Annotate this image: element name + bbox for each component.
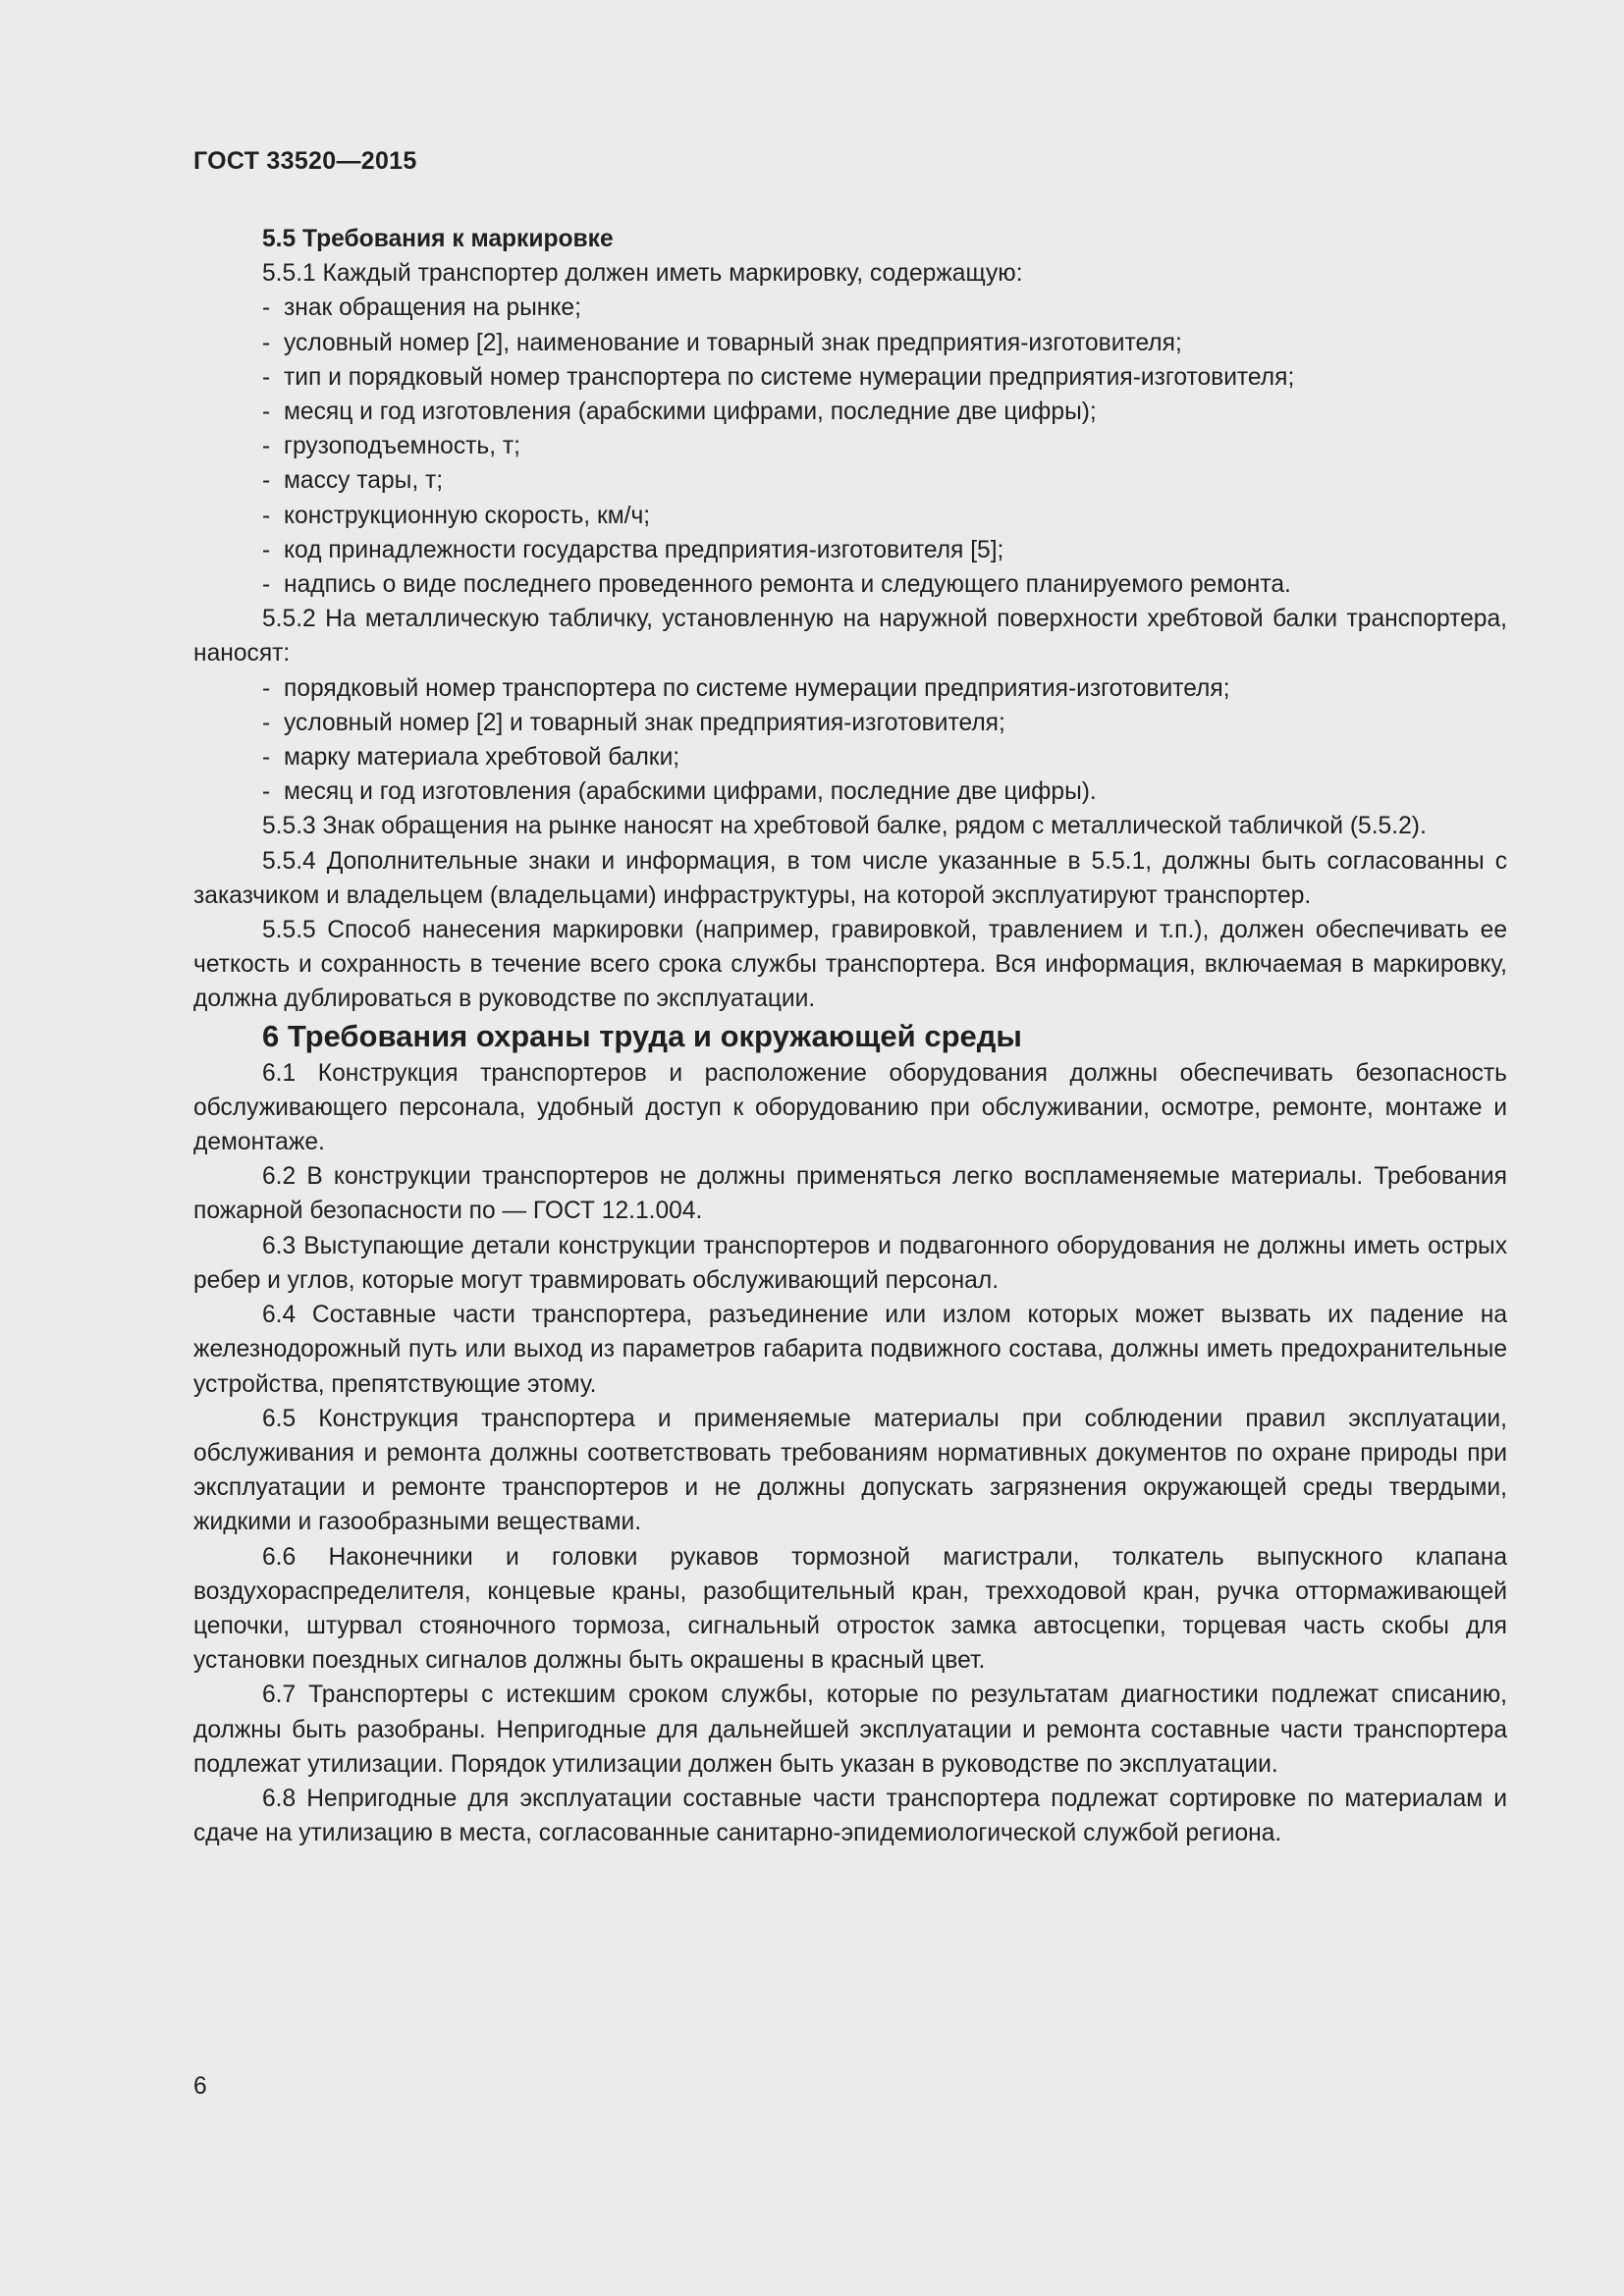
list-item: - массу тары, т; <box>262 467 444 495</box>
document-body <box>193 222 1507 1850</box>
marking-list-2 <box>193 671 1507 810</box>
paragraph-6-6: 6.6 Наконечники и головки рукавов тормозной магистрали, толкатель выпускного клапана воздухораспределителя, концевые краны, разобщительный кран, трехходовой кран, ручка оттормаживающей цепочки, штурвал стояночного тормоза, сигнальный отросток замка автосцепки, торцевая часть скобы для установки поездных сигналов должны быть окрашены в красный цвет. <box>193 1543 1507 1675</box>
list-item: - конструкционную скорость, км/ч; <box>262 502 651 529</box>
list-item: - знак обращения на рынке; <box>262 294 581 322</box>
list-item: - условный номер [2], наименование и товарный знак предприятия-изготовителя; <box>262 329 1182 356</box>
list-item: - надпись о виде последнего проведенного ремонта и следующего планируемого ремонта. <box>262 571 1291 599</box>
paragraph-5-5-2: 5.5.2 На металлическую табличку, установленную на наружной поверхности хребтовой балки транспортера, наносят: <box>193 606 1507 667</box>
paragraph-6-7: 6.7 Транспортеры с истекшим сроком службы, которые по результатам диагностики подлежат списанию, должны быть разобраны. Непригодные для дальнейшей эксплуатации и ремонта составные части транспортера подлежат утилизации. Порядок утилизации должен быть указан в руководстве по эксплуатации. <box>193 1682 1507 1778</box>
section-5-5-title: 5.5 Требования к маркировке <box>262 226 614 252</box>
list-item: - порядковый номер транспортера по системе нумерации предприятия-изготовителя; <box>262 674 1230 702</box>
document-code: ГОСТ 33520—2015 <box>193 147 417 175</box>
paragraph-6-2: 6.2 В конструкции транспортеров не должны применяться легко воспламеняемые материалы. Требования пожарной безопасности по — ГОСТ 12.1.004. <box>193 1163 1507 1225</box>
paragraph-6-5: 6.5 Конструкция транспортера и применяемые материалы при соблюдении правил эксплуатации, обслуживания и ремонта должны соответствовать требованиям нормативных документов по охране природы при эксплуатации и ремонте транспортеров и не должны допускать загрязнения окружающей среды твердыми, жидкими и газообразными веществами. <box>193 1405 1507 1536</box>
paragraph-5-5-1: 5.5.1 Каждый транспортер должен иметь маркировку, содержащую: <box>262 260 1023 288</box>
page-number: 6 <box>193 2073 207 2100</box>
paragraph-6-1: 6.1 Конструкция транспортеров и расположение оборудования должны обеспечивать безопасность обслуживающего персонала, удобный доступ к оборудованию при обслуживании, осмотре, ремонте, монтаже и демонтаже. <box>193 1059 1507 1156</box>
list-item: - месяц и год изготовления (арабскими цифрами, последние две цифры); <box>262 399 1097 426</box>
paragraph-5-5-4: 5.5.4 Дополнительные знаки и информация, в том числе указанные в 5.5.1, должны быть согласованны с заказчиком и владельцем (владельцами) инфраструктуры, на которой эксплуатируют транспортер. <box>193 847 1507 909</box>
paragraph-6-8: 6.8 Непригодные для эксплуатации составные части транспортера подлежат сортировке по материалам и сдаче на утилизацию в места, согласованные санитарно-эпидемиологической службой региона. <box>193 1785 1507 1847</box>
section-6-title: 6 Требования охраны труда и окружающей среды <box>262 1018 1022 1053</box>
list-item: - код принадлежности государства предприятия-изготовителя [5]; <box>262 536 1004 563</box>
marking-list-1 <box>193 291 1507 602</box>
list-item: - месяц и год изготовления (арабскими цифрами, последние две цифры). <box>262 778 1097 806</box>
list-item: - тип и порядковый номер транспортера по системе нумерации предприятия-изготовителя; <box>262 363 1295 391</box>
paragraph-5-5-3: 5.5.3 Знак обращения на рынке наносят на хребтовой балке, рядом с металлической табличкой (5.5.2). <box>262 813 1427 840</box>
list-item: - условный номер [2] и товарный знак предприятия-изготовителя; <box>262 709 1005 736</box>
paragraph-6-3: 6.3 Выступающие детали конструкции транспортеров и подвагонного оборудования не должны иметь острых ребер и углов, которые могут травмировать обслуживающий персонал. <box>193 1232 1507 1294</box>
paragraph-6-4: 6.4 Составные части транспортера, разъединение или излом которых может вызвать их падение на железнодорожный путь или выход из параметров габарита подвижного состава, должны иметь предохранительные устройства, препятствующие этому. <box>193 1302 1507 1398</box>
list-item: - грузоподъемность, т; <box>262 433 520 460</box>
paragraph-5-5-5: 5.5.5 Способ нанесения маркировки (например, гравировкой, травлением и т.п.), должен обеспечивать ее четкость и сохранность в течение всего срока службы транспортера. Вся информация, включаемая в маркировку, должна дублироваться в руководстве по эксплуатации. <box>193 917 1507 1013</box>
list-item: - марку материала хребтовой балки; <box>262 744 680 772</box>
